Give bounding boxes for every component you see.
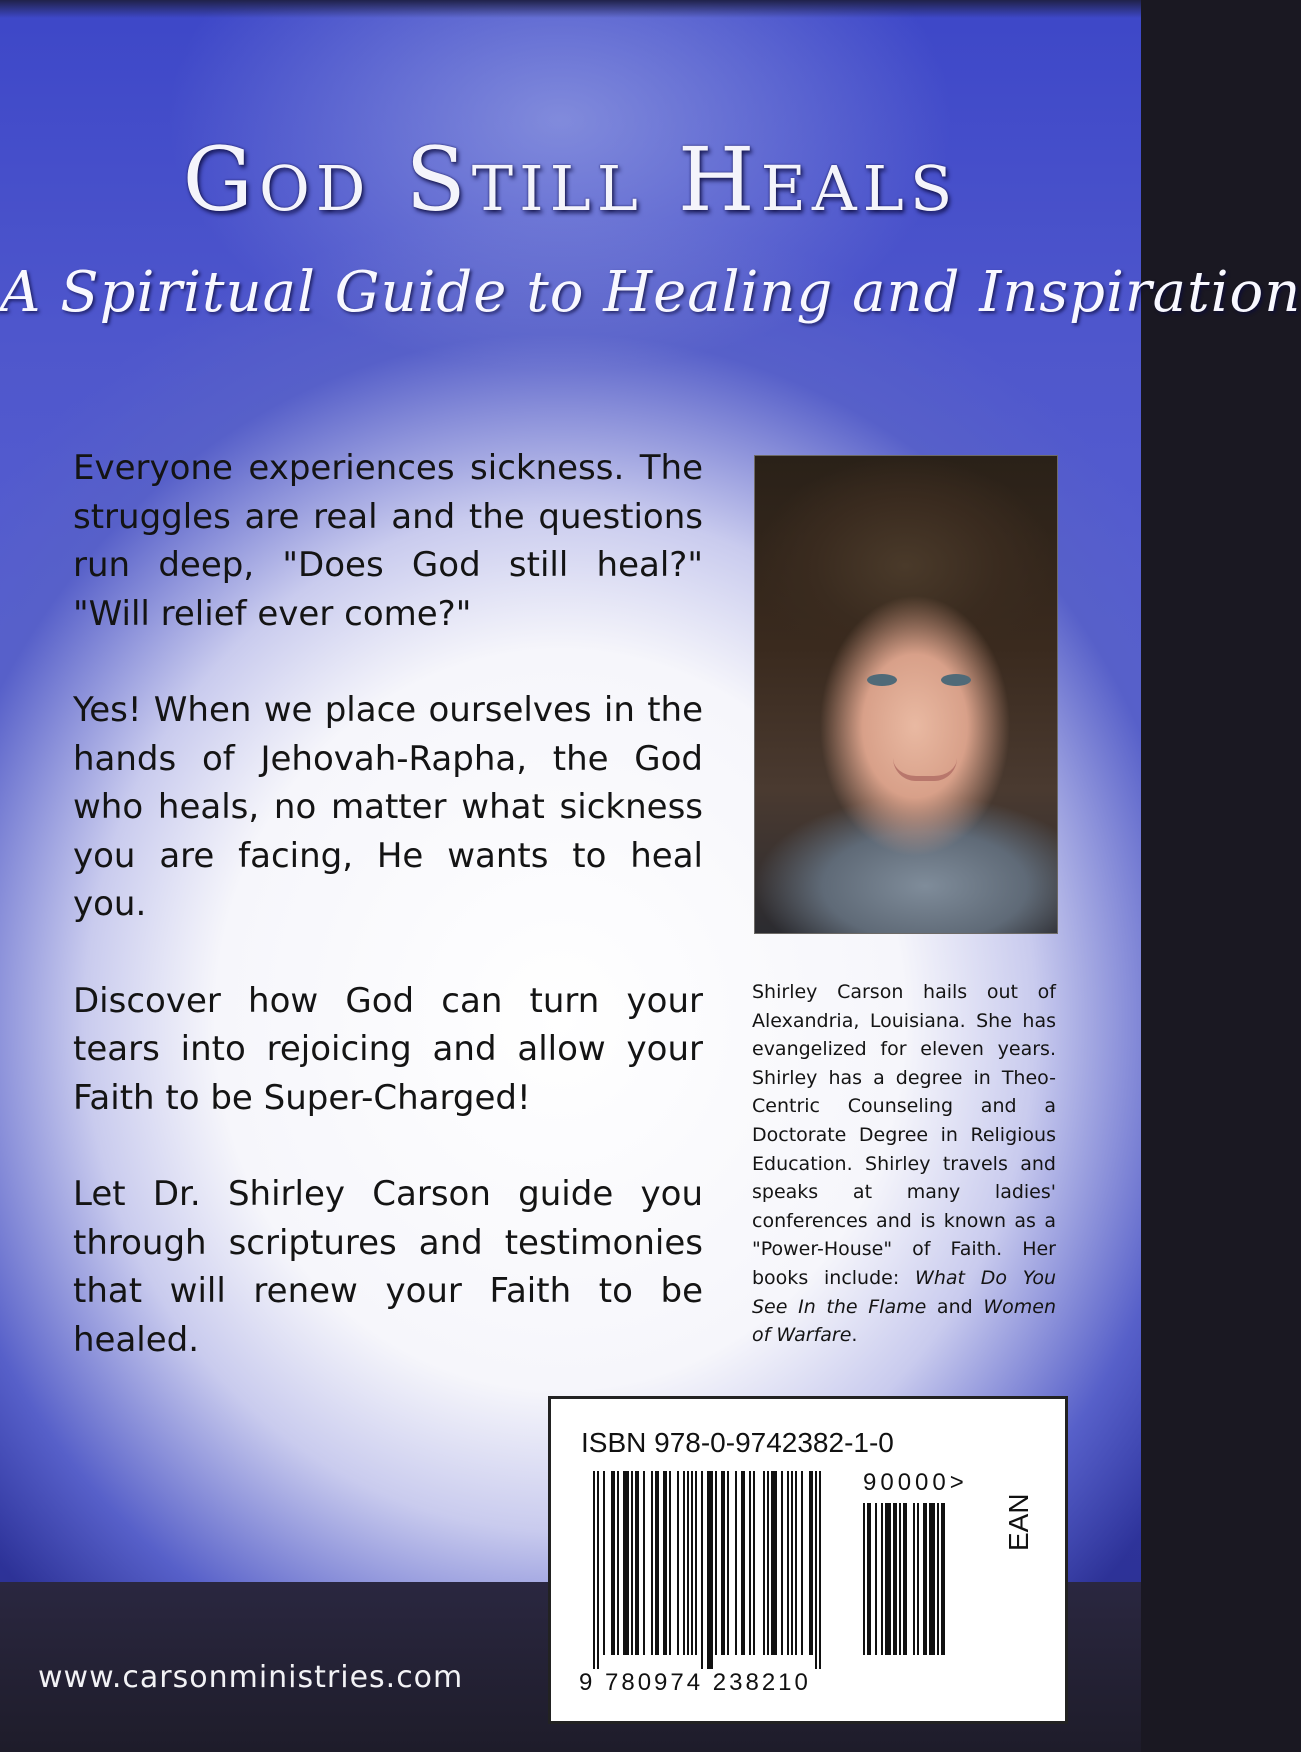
barcode-bar (753, 1471, 755, 1655)
bio-end: . (851, 1324, 858, 1347)
blurb-paragraph-2: Yes! When we place ourselves in the hands of Jehovah-Rapha, the God who heals, no matter what sickness you are facing, He wants to heal you. (73, 690, 703, 924)
book-title: God Still Heals (182, 128, 959, 231)
barcode-bar (923, 1503, 927, 1655)
barcode-bar (881, 1503, 883, 1655)
barcode-bar (767, 1471, 769, 1655)
barcode-bar (669, 1471, 671, 1655)
barcode-bar (801, 1471, 803, 1655)
barcode-bar (781, 1471, 783, 1655)
blurb-paragraph-4: Let Dr. Shirley Carson guide you through scriptures and testimonies that will renew your Faith to be healed. (73, 1174, 703, 1360)
author-bio (752, 978, 1056, 1350)
barcode-bar (695, 1471, 697, 1655)
barcode-bar (643, 1471, 645, 1655)
ean-label: EAN (1003, 1493, 1034, 1551)
barcode-bar (917, 1503, 919, 1655)
barcode-bar (597, 1471, 599, 1669)
barcode-bar (741, 1471, 745, 1655)
photo-eye-right (941, 674, 971, 686)
cover-blurb (73, 444, 703, 1412)
barcode-bar (677, 1471, 679, 1655)
barcode-bar (635, 1471, 639, 1655)
author-photo (754, 455, 1058, 934)
barcode-bar (819, 1471, 821, 1669)
barcode-bar (929, 1503, 935, 1655)
barcode-bar (663, 1471, 667, 1655)
barcode-bar (623, 1471, 629, 1655)
bio-book-title-2: Women of Warfare (752, 1295, 1056, 1347)
barcode-bar (655, 1471, 659, 1655)
barcode-box (548, 1396, 1068, 1724)
barcode-bar (937, 1503, 939, 1655)
barcode-bar (771, 1471, 777, 1655)
isbn-number: ISBN 978-0-9742382-1-0 (581, 1427, 894, 1458)
barcode-bar (687, 1471, 689, 1655)
barcode-bar (683, 1471, 685, 1655)
book-subtitle: A Spiritual Guide to Healing and Inspiration (0, 260, 1301, 325)
barcode-bar (867, 1503, 871, 1655)
barcode-bar (885, 1503, 891, 1655)
barcode-bar (749, 1471, 751, 1655)
barcode-bar (735, 1471, 737, 1655)
bio-book-title-1: What Do You See In the Flame (752, 1266, 1056, 1318)
barcode-bar (715, 1471, 717, 1655)
barcode-bar (603, 1471, 605, 1655)
barcode-bar (941, 1503, 945, 1655)
barcode-bar (899, 1503, 901, 1655)
barcode-bar (815, 1471, 817, 1669)
barcode-bar (809, 1471, 813, 1655)
barcode-bar (893, 1503, 897, 1655)
barcode-digits: 9 780974 238210 (579, 1669, 811, 1696)
barcode-bar (903, 1503, 907, 1655)
bio-text: Shirley Carson hails out of Alexandria, Louisiana. She has evangelized for eleven years. Shirley has a degree in Theo-Centric Counseling and a Doctorate Degree in Religious Education. Shirley travels and speaks at many ladies' conferences and is known as a "Power-House" of Faith. Her books include: (752, 981, 1056, 1289)
barcode-bar (763, 1471, 765, 1655)
barcode-bar (651, 1471, 653, 1655)
barcode-bar (721, 1471, 725, 1655)
barcode-bar (691, 1471, 693, 1655)
bio-connector: and (926, 1295, 984, 1318)
barcode-bars (593, 1471, 843, 1669)
barcode-bar (631, 1471, 633, 1655)
barcode-bar (795, 1471, 797, 1655)
barcode-addon-number: 90000> (863, 1469, 968, 1496)
website-url: www.carsonministries.com (38, 1660, 464, 1695)
barcode-bar (707, 1471, 713, 1669)
barcode-bar (875, 1503, 877, 1655)
barcode-bar (701, 1471, 703, 1669)
blurb-paragraph-1: Everyone experiences sickness. The struggles are real and the questions run deep, "Does God still heal?" "Will relief ever come?" (73, 448, 703, 634)
barcode-bar (787, 1471, 789, 1655)
barcode-bar (593, 1471, 595, 1669)
barcode-bar (727, 1471, 729, 1655)
photo-eye-left (867, 674, 897, 686)
blurb-paragraph-3: Discover how God can turn your tears into rejoicing and allow your Faith to be Super-Charged! (73, 980, 703, 1118)
barcode-bar (863, 1503, 865, 1655)
barcode-addon-bars (863, 1503, 973, 1669)
barcode-bar (913, 1503, 915, 1655)
photo-smile (893, 758, 957, 781)
barcode-bar (791, 1471, 793, 1655)
barcode-bar (611, 1471, 615, 1655)
barcode-bar (617, 1471, 619, 1655)
